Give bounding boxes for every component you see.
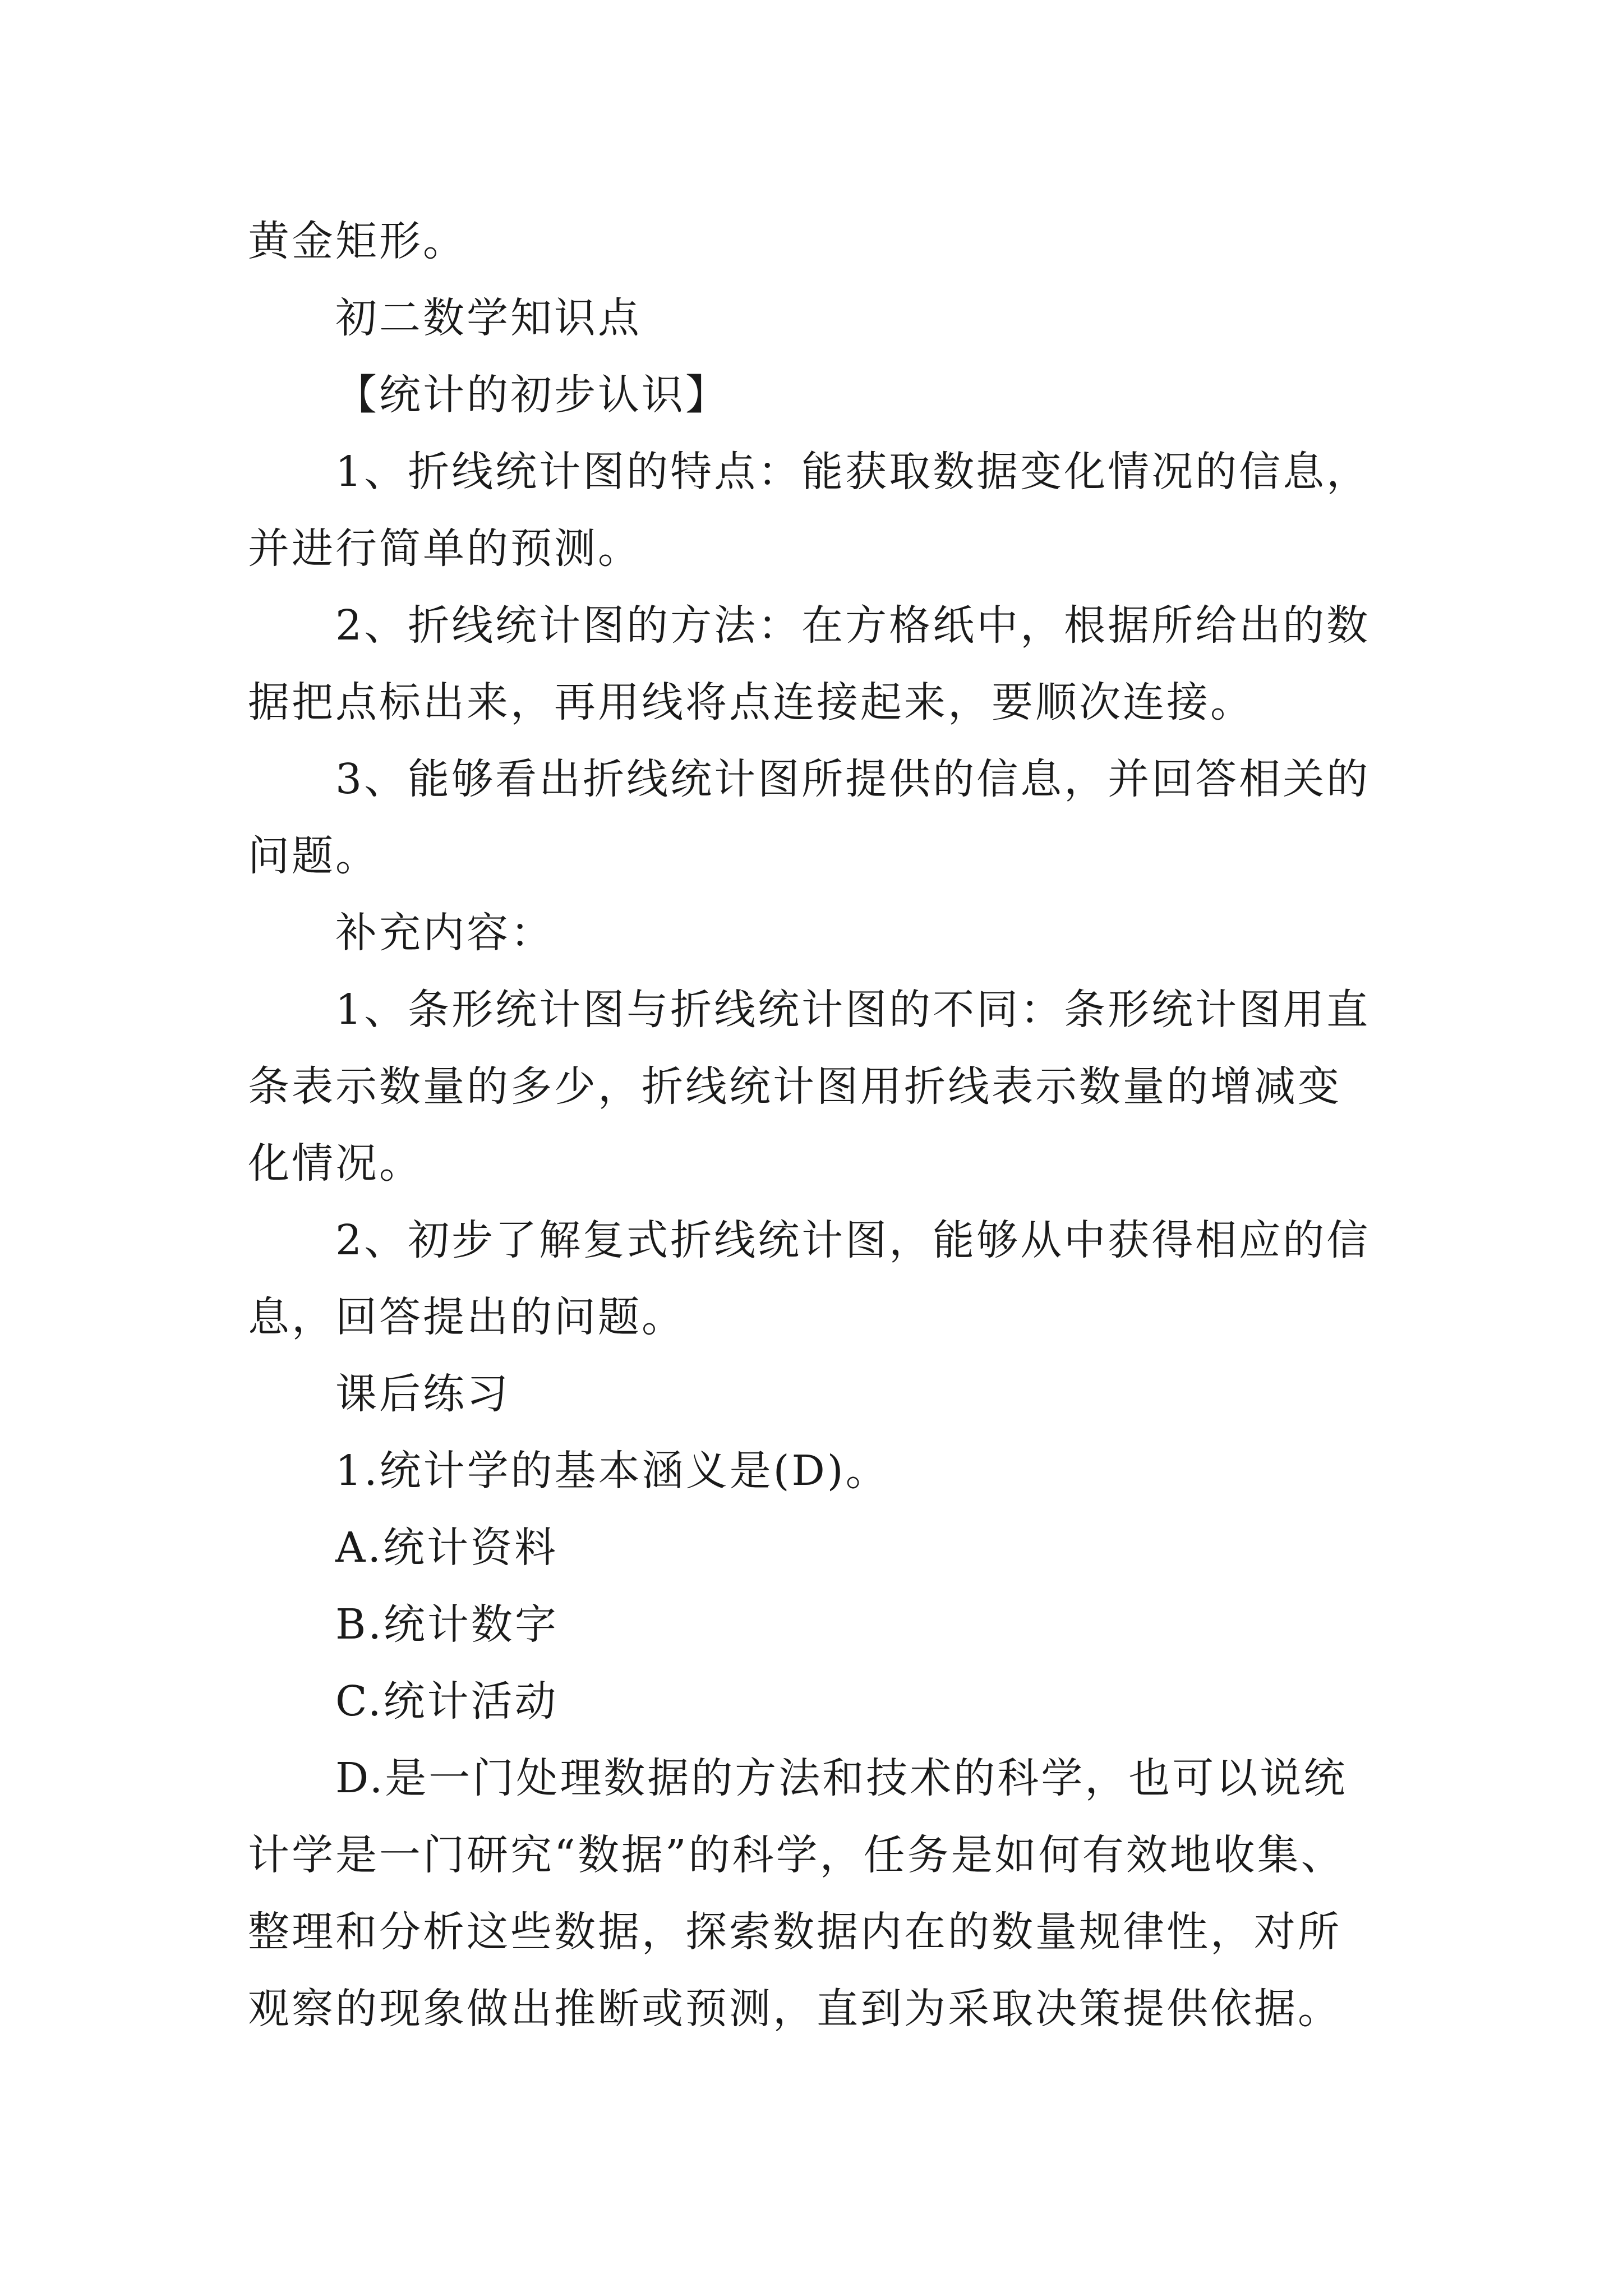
point-2: 2、折线统计图的方法：在方格纸中，根据所给出的数据把点标出来，再用线将点连接起来，要顺次连接。: [248, 601, 1371, 726]
point-3: 3、能够看出折线统计图所提供的信息，并回答相关的问题。: [248, 755, 1371, 880]
exercise-heading: 课后练习: [335, 1370, 510, 1418]
question-1: 1.统计学的基本涵义是(D)。: [335, 1447, 889, 1495]
supplement-point-1: 1、条形统计图与折线统计图的不同：条形统计图用直条表示数量的多少，折线统计图用折线表示数量的增减变化情况。: [248, 986, 1371, 1188]
topic-heading: 【统计的初步认识】: [335, 371, 729, 419]
paragraph-golden-rectangle: 黄金矩形。: [248, 217, 467, 265]
supplement-point-2: 2、初步了解复式折线统计图，能够从中获得相应的信息，回答提出的问题。: [248, 1216, 1371, 1341]
option-a: A.统计资料: [335, 1524, 558, 1572]
point-1: 1、折线统计图的特点：能获取数据变化情况的信息，并进行简单的预测。: [248, 448, 1371, 573]
section-heading: 初二数学知识点: [335, 294, 642, 342]
supplement-heading: 补充内容：: [335, 909, 554, 957]
option-d: D.是一门处理数据的方法和技术的科学，也可以说统计学是一门研究“数据”的科学，任务是如何有效地收集、整理和分析这些数据，探索数据内在的数量规律性，对所观察的现象做出推断或预测，直到为采取决策提供依据。: [248, 1754, 1348, 2033]
option-c: C.统计活动: [335, 1677, 559, 1726]
option-b: B.统计数字: [335, 1600, 559, 1649]
